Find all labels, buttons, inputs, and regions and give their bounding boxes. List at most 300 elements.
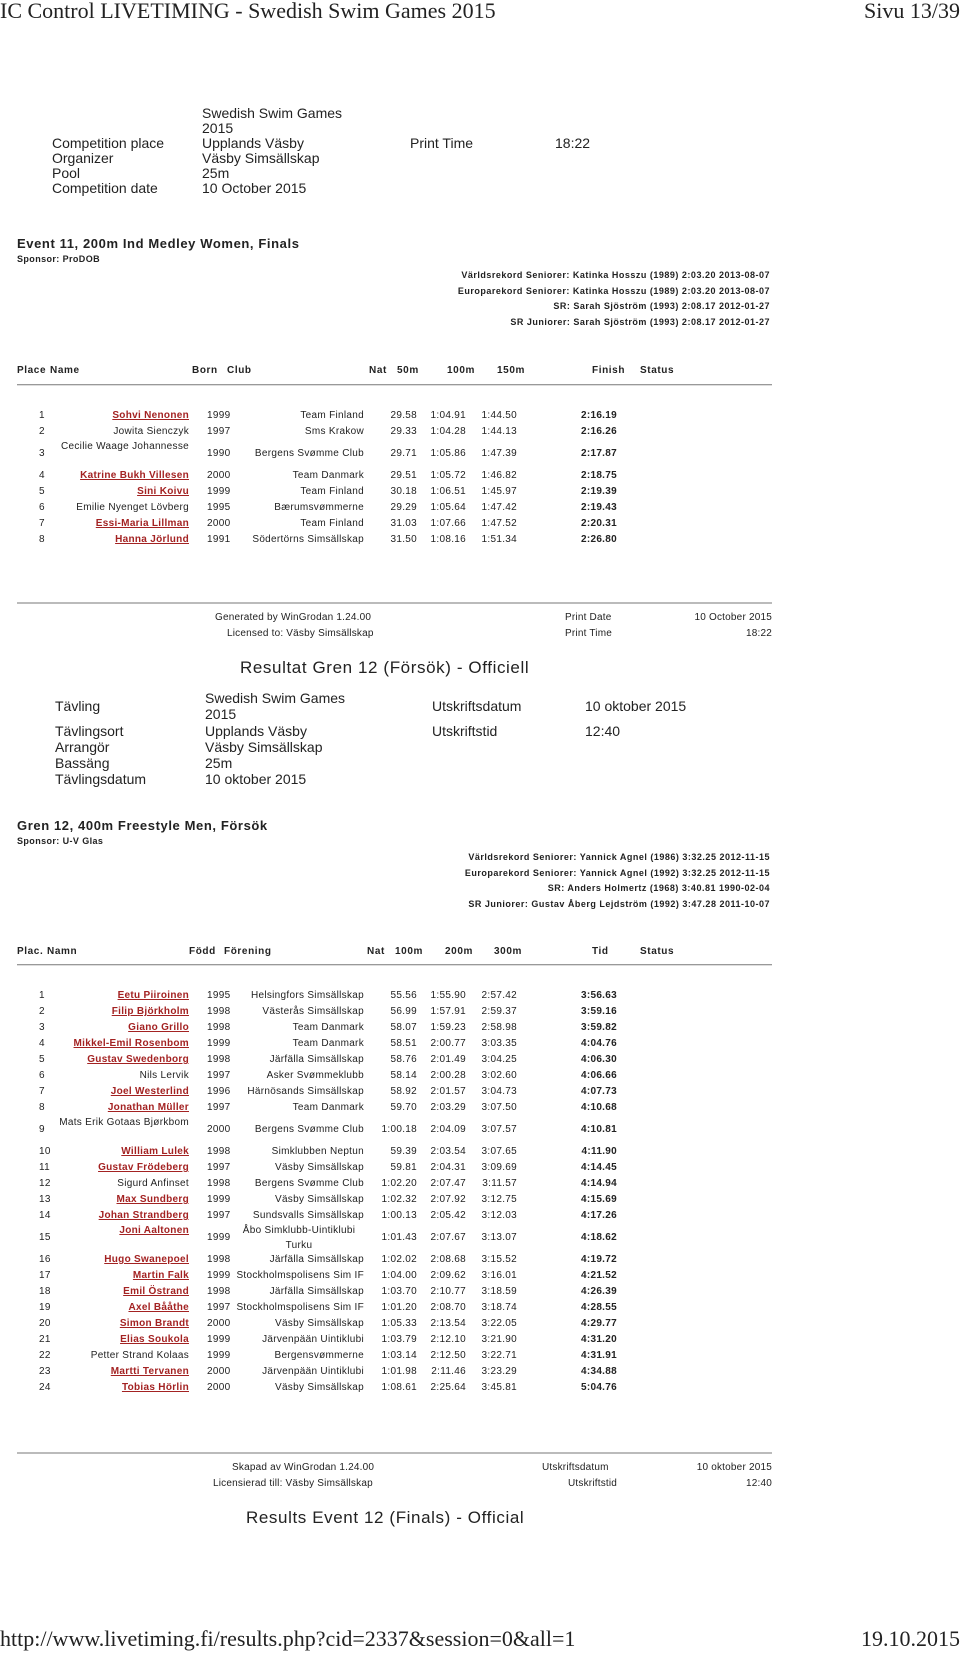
place-cell: 5	[39, 486, 45, 497]
place-cell: 13	[39, 1194, 51, 1205]
born-cell: 1997	[207, 1102, 231, 1113]
finish-time-cell: 4:31.91	[580, 1350, 617, 1361]
place-cell: 3	[39, 448, 45, 459]
split-cell: 56.99	[390, 1006, 417, 1017]
records-list	[458, 268, 770, 330]
finish-time-cell: 4:21.52	[580, 1270, 617, 1281]
pool-value: 25m	[202, 165, 230, 181]
club-cell: Järvenpään Uintiklubi	[262, 1334, 364, 1345]
swimmer-link[interactable]: Sini Koivu	[137, 486, 189, 497]
club-cell: Väsby Simsällskap	[274, 1382, 364, 1393]
divider	[17, 384, 772, 385]
place-cell: 3	[39, 1022, 45, 1033]
table-row	[17, 424, 772, 440]
split-cell: 1:55.90	[430, 990, 466, 1001]
club-cell: Team Danmark	[292, 1038, 364, 1049]
place-cell: 15	[39, 1232, 51, 1243]
swimmer-link[interactable]: Axel Bååthe	[128, 1302, 189, 1313]
table-row	[17, 1208, 772, 1224]
split-cell: 1:05.72	[430, 470, 466, 481]
split-cell: 1:51.34	[481, 534, 517, 545]
swimmer-link[interactable]: Gustav Swedenborg	[87, 1054, 189, 1065]
place-cell: 1	[39, 410, 45, 421]
place-cell: 1	[39, 990, 45, 1001]
column-header-name: Name	[50, 365, 80, 376]
finish-time-cell: 5:04.76	[580, 1382, 617, 1393]
born-cell: 1997	[207, 1302, 231, 1313]
split-cell: 1:02.20	[381, 1178, 417, 1189]
place-cell: 16	[39, 1254, 51, 1265]
split-cell: 1:47.39	[481, 448, 517, 459]
split-cell: 1:05.86	[430, 448, 466, 459]
split-cell: 3:23.29	[481, 1366, 517, 1377]
split-cell: 2:59.37	[481, 1006, 517, 1017]
split-cell: 3:12.03	[481, 1210, 517, 1221]
table-row	[17, 1284, 772, 1300]
split-cell: 1:00.18	[381, 1124, 417, 1135]
split-cell: 1:01.98	[381, 1366, 417, 1377]
split-cell: 1:02.32	[381, 1194, 417, 1205]
date-value: 10 oktober 2015	[205, 771, 307, 787]
club-cell: Team Finland	[300, 486, 364, 497]
column-header-status: Status	[640, 946, 675, 957]
table-row	[17, 1116, 772, 1144]
finish-time-cell: 4:06.30	[580, 1054, 617, 1065]
place-cell: 2	[39, 1006, 45, 1017]
split-cell: 3:45.81	[481, 1382, 517, 1393]
table-row	[17, 1052, 772, 1068]
born-cell: 1999	[207, 1350, 231, 1361]
results-table-header	[17, 946, 772, 960]
born-cell: 1999	[207, 1194, 231, 1205]
club-cell: Helsingfors Simsällskap	[250, 990, 364, 1001]
competition-label: Tävling	[55, 698, 101, 714]
born-cell: 2000	[207, 1366, 231, 1377]
generator-info-2	[17, 1462, 772, 1496]
club-cell: Järfälla Simsällskap	[269, 1286, 364, 1297]
split-cell: 2:25.64	[430, 1382, 466, 1393]
born-cell: 1996	[207, 1086, 231, 1097]
place-cell: 12	[39, 1178, 51, 1189]
place-cell: 20	[39, 1318, 51, 1329]
print-date-label: Utskriftsdatum	[432, 698, 522, 714]
table-row	[17, 1176, 772, 1192]
record-line: Världsrekord Seniorer: Katinka Hosszu (1989) 2:03.20 2013-08-07	[461, 270, 770, 280]
split-cell: 3:18.59	[481, 1286, 517, 1297]
born-cell: 1997	[207, 1070, 231, 1081]
organizer-label: Arrangör	[55, 739, 110, 755]
split-cell: 1:04.91	[430, 410, 466, 421]
column-header-status: Status	[640, 365, 675, 376]
event-title: Gren 12, 400m Freestyle Men, Försök	[17, 818, 268, 833]
swimmer-link[interactable]: Simon Brandt	[119, 1318, 189, 1329]
split-cell: 1:01.43	[381, 1232, 417, 1243]
split-cell: 1:08.16	[430, 534, 466, 545]
split-cell: 1:44.13	[481, 426, 517, 437]
finish-time-cell: 4:34.88	[580, 1366, 617, 1377]
club-cell: Asker Svømmeklubb	[266, 1070, 364, 1081]
split-cell: 3:07.50	[481, 1102, 517, 1113]
finish-time-cell: 4:31.20	[580, 1334, 617, 1345]
swimmer-name: Nils Lervik	[139, 1070, 189, 1081]
event-sponsor: Sponsor: ProDOB	[17, 254, 101, 264]
table-row	[17, 1380, 772, 1396]
place-cell: 22	[39, 1350, 51, 1361]
table-row	[17, 468, 772, 484]
split-cell: 3:13.07	[481, 1232, 517, 1243]
club-cell: Simklubben Neptun	[271, 1146, 364, 1157]
club-cell: Järfälla Simsällskap	[269, 1054, 364, 1065]
born-cell: 1999	[207, 1270, 231, 1281]
print-time-label: Print Time	[565, 628, 613, 639]
split-cell: 2:00.77	[430, 1038, 466, 1049]
split-cell: 29.29	[390, 502, 417, 513]
event-sponsor: Sponsor: U-V Glas	[17, 836, 104, 846]
finish-time-cell: 4:29.77	[580, 1318, 617, 1329]
split-cell: 1:00.13	[381, 1210, 417, 1221]
competition-info-2	[55, 690, 775, 790]
split-cell: 1:44.50	[481, 410, 517, 421]
competition-info-1	[52, 105, 772, 195]
split-cell: 2:57.42	[481, 990, 517, 1001]
split-cell: 3:03.35	[481, 1038, 517, 1049]
finish-time-cell: 2:26.80	[580, 534, 617, 545]
born-cell: 1997	[207, 426, 231, 437]
swimmer-link[interactable]: Max Sundberg	[116, 1194, 189, 1205]
results-table-header	[17, 365, 772, 379]
split-cell: 55.56	[390, 990, 417, 1001]
born-cell: 1999	[207, 1038, 231, 1049]
swimmer-link[interactable]: Sohvi Nenonen	[112, 410, 189, 421]
finish-time-cell: 4:26.39	[580, 1286, 617, 1297]
club-cell: Team Danmark	[292, 1022, 364, 1033]
split-cell: 2:05.42	[430, 1210, 466, 1221]
swimmer-link[interactable]: Martin Falk	[132, 1270, 189, 1281]
split-cell: 1:47.52	[481, 518, 517, 529]
pool-label: Pool	[52, 165, 81, 181]
finish-time-cell: 4:14.45	[580, 1162, 617, 1173]
column-header-finish: Finish	[592, 365, 626, 376]
swimmer-name: Sigurd Anfinset	[117, 1178, 189, 1189]
divider	[17, 1452, 772, 1454]
born-cell: 1998	[207, 1054, 231, 1065]
results-table-2	[17, 988, 772, 1396]
split-cell: 2:13.54	[430, 1318, 466, 1329]
split-cell: 29.51	[390, 470, 417, 481]
table-row	[17, 1020, 772, 1036]
swimmer-link[interactable]: Filip Björkholm	[111, 1006, 189, 1017]
club-cell: Väsby Simsällskap	[274, 1162, 364, 1173]
swimmer-link[interactable]: William Lulek	[121, 1146, 189, 1157]
club-cell: Team Danmark	[292, 470, 364, 481]
swimmer-link[interactable]: Johan Strandberg	[98, 1210, 189, 1221]
swimmer-link[interactable]: Emil Östrand	[123, 1286, 189, 1297]
place-label: Competition place	[52, 135, 165, 151]
finish-time-cell: 3:59.82	[580, 1022, 617, 1033]
split-cell: 31.03	[390, 518, 417, 529]
record-line: SR: Sarah Sjöström (1993) 2:08.17 2012-01-27	[553, 301, 770, 311]
column-header-nat: Nat	[369, 365, 387, 376]
finish-time-cell: 4:04.76	[580, 1038, 617, 1049]
split-cell: 2:03.54	[430, 1146, 466, 1157]
generated-by: Generated by WinGrodan 1.24.00	[215, 612, 372, 623]
print-date-value: 10 October 2015	[694, 612, 772, 623]
born-cell: 1999	[207, 1334, 231, 1345]
split-cell: 2:12.10	[430, 1334, 466, 1345]
table-row	[17, 484, 772, 500]
table-row	[17, 1160, 772, 1176]
table-row	[17, 1364, 772, 1380]
place-cell: 7	[39, 518, 45, 529]
column-header-place: Place	[17, 365, 47, 376]
column-header-s2: 100m	[447, 365, 475, 376]
print-time-value: 18:22	[555, 135, 591, 151]
split-cell: 1:04.28	[430, 426, 466, 437]
swimmer-link[interactable]: Hugo Swanepoel	[104, 1254, 189, 1265]
place-cell: 23	[39, 1366, 51, 1377]
club-cell: Bergens Svømme Club	[254, 1124, 364, 1135]
swimmer-link[interactable]: Hanna Jörlund	[115, 534, 189, 545]
split-cell: 2:08.70	[430, 1302, 466, 1313]
club-cell: Väsby Simsällskap	[274, 1318, 364, 1329]
swimmer-link[interactable]: Jonathan Müller	[107, 1102, 189, 1113]
born-cell: 2000	[207, 518, 231, 529]
finish-time-cell: 4:11.90	[581, 1146, 617, 1157]
place-cell: 4	[39, 1038, 45, 1049]
place-value: Upplands Väsby	[202, 135, 304, 151]
swimmer-link[interactable]: Eetu Piiroinen	[117, 990, 189, 1001]
organizer-label: Organizer	[52, 150, 114, 166]
club-cell: Sundsvalls Simsällskap	[252, 1210, 364, 1221]
table-row	[17, 1068, 772, 1084]
split-cell: 3:21.90	[481, 1334, 517, 1345]
date-label: Tävlingsdatum	[55, 771, 147, 787]
results-table-1	[17, 408, 772, 548]
split-cell: 3:04.25	[481, 1054, 517, 1065]
table-row	[17, 500, 772, 516]
club-cell: Bergensvømmerne	[274, 1350, 364, 1361]
swimmer-link[interactable]: Joel Westerlind	[110, 1086, 189, 1097]
place-cell: 6	[39, 1070, 45, 1081]
print-footer	[0, 1624, 960, 1654]
club-cell: Team Danmark	[292, 1102, 364, 1113]
finish-time-cell: 2:16.19	[580, 410, 617, 421]
club-cell: Järvenpään Uintiklubi	[262, 1366, 364, 1377]
table-row	[17, 408, 772, 424]
club-cell: Väsby Simsällskap	[274, 1194, 364, 1205]
swimmer-link[interactable]: Martti Tervanen	[110, 1366, 189, 1377]
club-cell: Järfälla Simsällskap	[269, 1254, 364, 1265]
record-line: SR Juniorer: Sarah Sjöström (1993) 2:08.17 2012-01-27	[510, 316, 770, 327]
split-cell: 1:05.64	[430, 502, 466, 513]
born-cell: 1997	[207, 1162, 231, 1173]
split-cell: 1:47.42	[481, 502, 517, 513]
split-cell: 2:12.50	[430, 1350, 466, 1361]
split-cell: 58.51	[390, 1038, 417, 1049]
column-header-s1: 50m	[397, 365, 419, 376]
table-row	[17, 440, 772, 468]
split-cell: 3:04.73	[481, 1086, 517, 1097]
swimmer-link[interactable]: Tobias Hörlin	[121, 1382, 189, 1393]
split-cell: 58.76	[390, 1054, 417, 1065]
split-cell: 1:03.79	[381, 1334, 417, 1345]
born-cell: 2000	[207, 470, 231, 481]
split-cell: 2:07.47	[430, 1178, 466, 1189]
club-cell: Västerås Simsällskap	[262, 1006, 364, 1017]
split-cell: 2:11.46	[431, 1366, 466, 1377]
club-cell: Stockholmspolisens Sim IF	[236, 1270, 364, 1281]
born-cell: 1991	[207, 534, 231, 545]
club-cell: Bærumsvømmerne	[274, 502, 364, 513]
split-cell: 3:22.71	[481, 1350, 517, 1361]
table-row	[17, 1252, 772, 1268]
split-cell: 2:58.98	[481, 1022, 517, 1033]
print-date-label: Utskriftsdatum	[542, 1462, 609, 1473]
print-date: 19.10.2015	[861, 1626, 960, 1651]
pool-value: 25m	[205, 755, 233, 771]
records-list	[465, 850, 770, 912]
born-cell: 1990	[207, 448, 231, 459]
place-cell: 24	[39, 1382, 51, 1393]
place-cell: 21	[39, 1334, 51, 1345]
born-cell: 1998	[207, 1022, 231, 1033]
finish-time-cell: 4:14.94	[580, 1178, 617, 1189]
place-cell: 10	[39, 1146, 51, 1157]
swimmer-name: Jowita Sienczyk	[113, 426, 189, 437]
licensed-to: Licensierad till: Väsby Simsällskap	[213, 1478, 373, 1489]
split-cell: 1:57.91	[430, 1006, 466, 1017]
table-row	[17, 1348, 772, 1364]
swimmer-name: Mats Erik Gotaas Bjørkbom	[59, 1117, 189, 1128]
split-cell: 1:04.00	[381, 1270, 417, 1281]
finish-time-cell: 2:20.31	[580, 518, 617, 529]
finish-time-cell: 2:18.75	[580, 470, 617, 481]
date-label: Competition date	[52, 180, 158, 196]
competition-name-line1: Swedish Swim Games	[202, 105, 343, 121]
date-value: 10 October 2015	[202, 180, 307, 196]
split-cell: 3:15.52	[481, 1254, 517, 1265]
born-cell: 1995	[207, 990, 231, 1001]
section-title: Results Event 12 (Finals) - Official	[246, 1508, 525, 1527]
place-cell: 9	[39, 1124, 45, 1135]
finish-time-cell: 2:17.87	[580, 448, 617, 459]
table-row	[17, 1084, 772, 1100]
split-cell: 29.71	[390, 448, 417, 459]
place-cell: 8	[39, 1102, 45, 1113]
split-cell: 1:01.20	[381, 1302, 417, 1313]
finish-time-cell: 3:56.63	[580, 990, 617, 1001]
split-cell: 2:07.92	[430, 1194, 466, 1205]
competition-name-line2: 2015	[205, 706, 237, 722]
born-cell: 1999	[207, 486, 231, 497]
split-cell: 58.14	[390, 1070, 417, 1081]
table-row	[17, 1332, 772, 1348]
born-cell: 1998	[207, 1006, 231, 1017]
swimmer-name: Petter Strand Kolaas	[90, 1350, 189, 1361]
swimmer-name: Cecilie Waage Johannesse	[60, 441, 189, 452]
column-header-club: Förening	[224, 946, 272, 957]
table-row	[17, 1316, 772, 1332]
record-line: Europarekord Seniorer: Katinka Hosszu (1989) 2:03.20 2013-08-07	[457, 285, 770, 296]
generated-by: Skapad av WinGrodan 1.24.00	[232, 1462, 375, 1473]
swimmer-link[interactable]: Katrine Bukh Villesen	[80, 470, 189, 481]
club-cell: Åbo Simklubb-Uintiklubi Turku	[242, 1225, 356, 1251]
born-cell: 1997	[207, 1210, 231, 1221]
born-cell: 1998	[207, 1254, 231, 1265]
record-line: Världsrekord Seniorer: Yannick Agnel (1986) 3:32.25 2012-11-15	[468, 852, 770, 862]
print-time-value: 18:22	[745, 628, 772, 639]
print-time-label: Print Time	[410, 135, 474, 151]
table-row	[17, 1224, 772, 1252]
divider	[17, 602, 772, 604]
split-cell: 2:01.49	[430, 1054, 466, 1065]
section-title: Resultat Gren 12 (Försök) - Officiell	[240, 658, 530, 677]
swimmer-link[interactable]: Essi-Maria Lillman	[95, 518, 189, 529]
table-row	[17, 1268, 772, 1284]
split-cell: 1:06.51	[430, 486, 466, 497]
print-time-label: Utskriftstid	[432, 723, 498, 739]
finish-time-cell: 2:16.26	[580, 426, 617, 437]
split-cell: 31.50	[390, 534, 417, 545]
event-title: Event 11, 200m Ind Medley Women, Finals	[17, 236, 300, 251]
split-cell: 3:12.75	[481, 1194, 517, 1205]
split-cell: 58.07	[390, 1022, 417, 1033]
club-cell: Bergens Svømme Club	[254, 1178, 364, 1189]
place-cell: 5	[39, 1054, 45, 1065]
column-header-born: Born	[192, 365, 218, 376]
finish-time-cell: 4:28.55	[580, 1302, 617, 1313]
column-header-s3: 300m	[494, 946, 522, 957]
place-cell: 7	[39, 1086, 45, 1097]
place-cell: 8	[39, 534, 45, 545]
split-cell: 3:07.65	[481, 1146, 517, 1157]
print-header	[0, 0, 960, 28]
split-cell: 3:02.60	[481, 1070, 517, 1081]
split-cell: 3:11.57	[482, 1178, 517, 1189]
place-value: Upplands Väsby	[205, 723, 307, 739]
finish-time-cell: 3:59.16	[580, 1006, 617, 1017]
competition-name-line1: Swedish Swim Games	[205, 690, 346, 706]
table-row	[17, 1300, 772, 1316]
split-cell: 29.58	[390, 410, 417, 421]
swimmer-link[interactable]: Mikkel-Emil Rosenbom	[73, 1038, 189, 1049]
swimmer-link[interactable]: Elias Soukola	[120, 1334, 189, 1345]
born-cell: 1999	[207, 410, 231, 421]
print-time-value: 12:40	[745, 1478, 772, 1489]
place-cell: 11	[39, 1162, 50, 1173]
organizer-value: Väsby Simsällskap	[202, 150, 320, 166]
split-cell: 1:03.14	[381, 1350, 417, 1361]
club-cell: Södertörns Simsällskap	[252, 534, 364, 545]
swimmer-link[interactable]: Gustav Frödeberg	[98, 1162, 189, 1173]
split-cell: 2:03.29	[430, 1102, 466, 1113]
table-row	[17, 1192, 772, 1208]
swimmer-link[interactable]: Giano Grillo	[128, 1022, 189, 1033]
split-cell: 59.70	[390, 1102, 417, 1113]
table-row	[17, 1036, 772, 1052]
born-cell: 1995	[207, 502, 231, 513]
record-line: SR: Anders Holmertz (1968) 3:40.81 1990-02-04	[547, 883, 770, 893]
born-cell: 1998	[207, 1286, 231, 1297]
place-cell: 17	[39, 1270, 51, 1281]
swimmer-link[interactable]: Joni Aaltonen	[119, 1225, 189, 1236]
finish-time-cell: 4:18.62	[580, 1232, 617, 1243]
split-cell: 2:04.09	[430, 1124, 466, 1135]
born-cell: 2000	[207, 1124, 231, 1135]
column-header-name: Namn	[47, 946, 78, 957]
table-row	[17, 516, 772, 532]
split-cell: 3:09.69	[481, 1162, 517, 1173]
